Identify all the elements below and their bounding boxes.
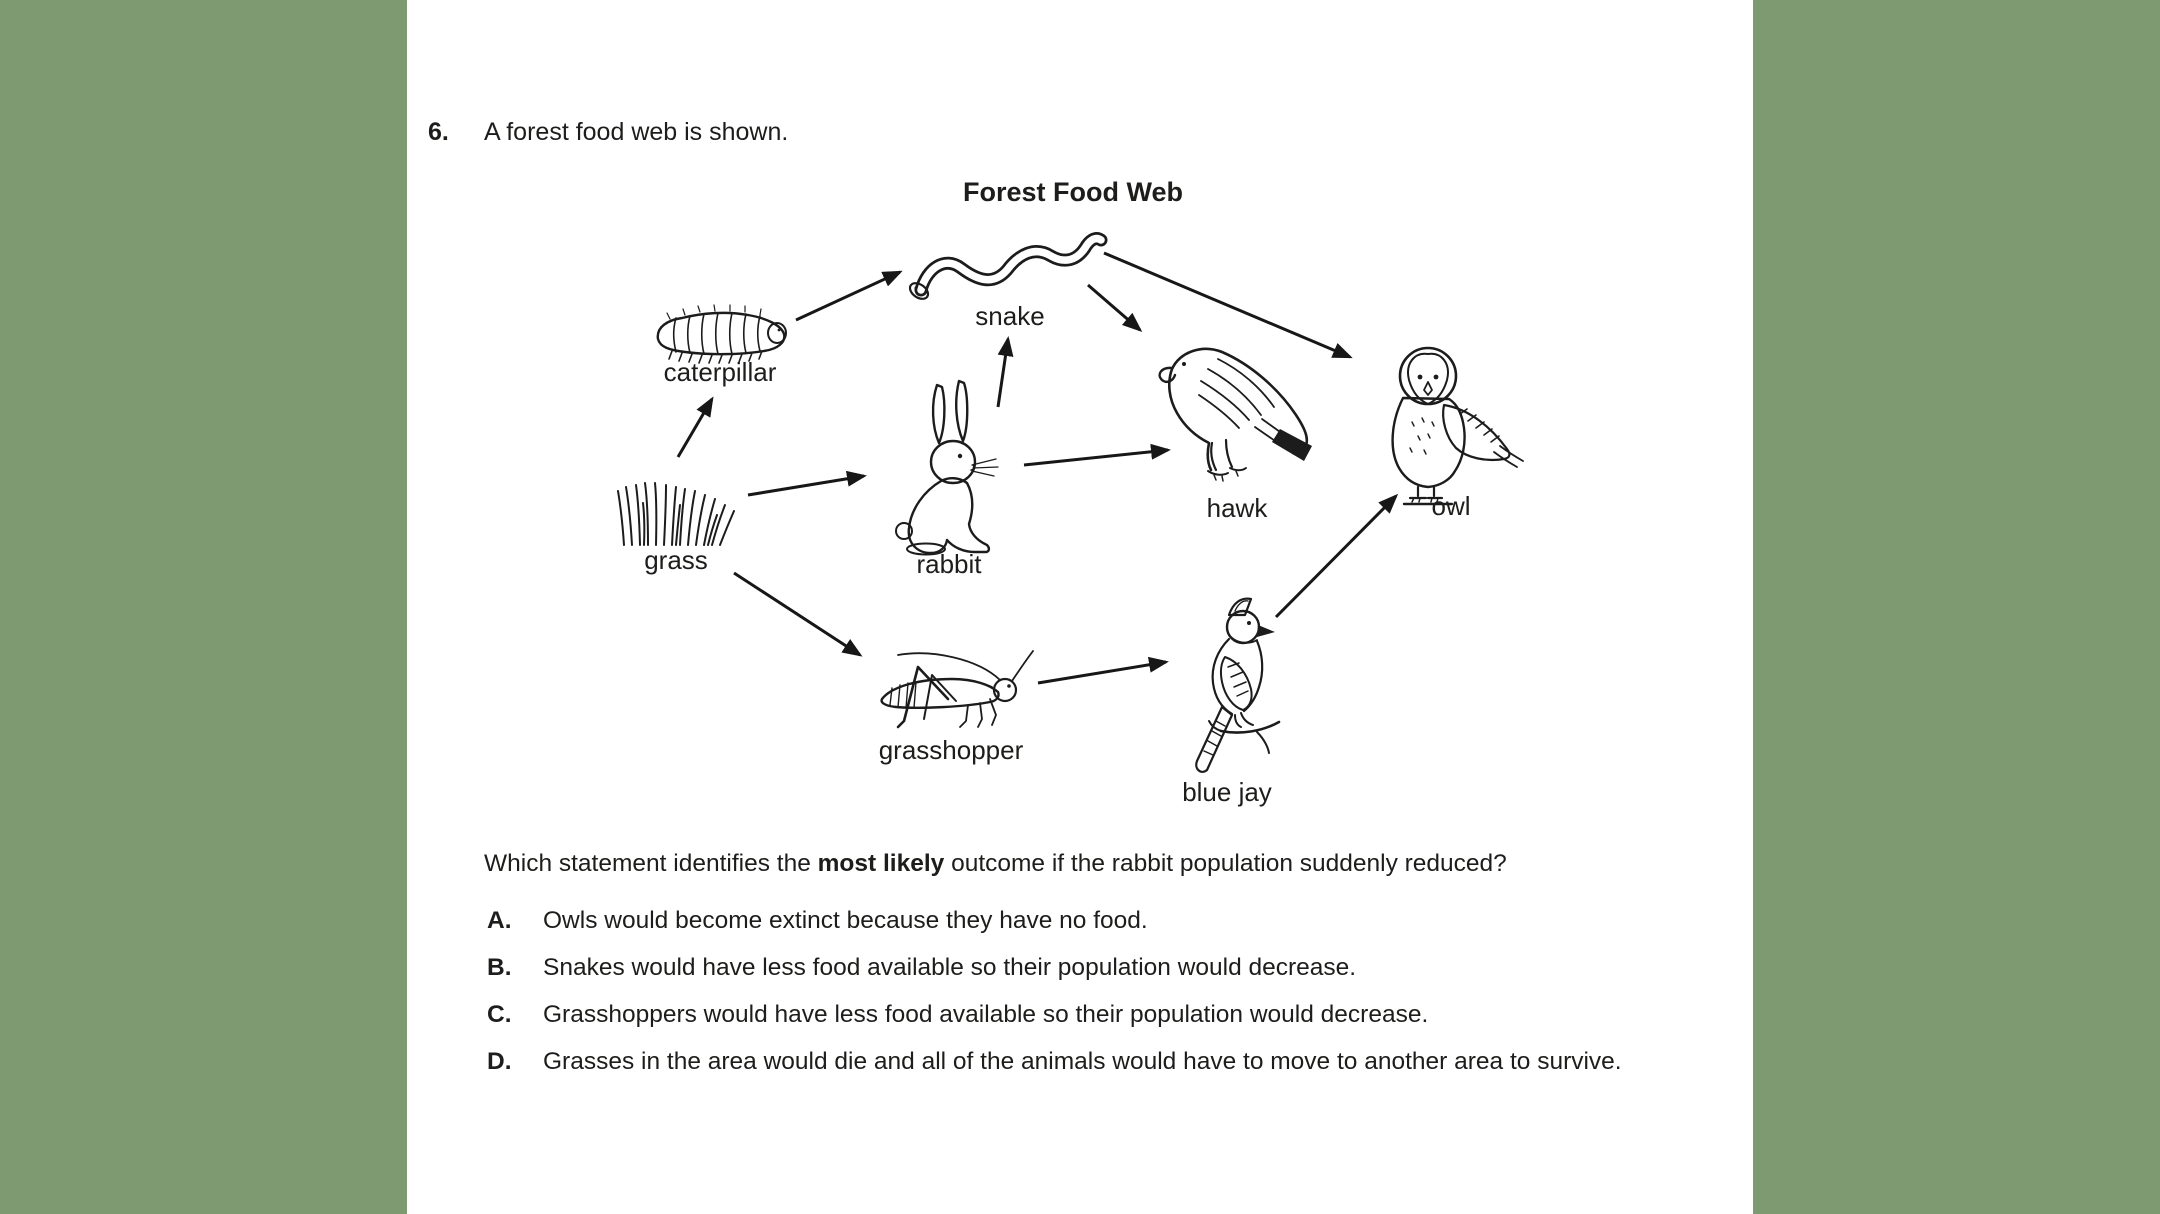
options-list (487, 905, 1622, 1077)
snake-icon (907, 239, 1101, 302)
hawk-label: hawk (1206, 493, 1268, 523)
arrow-blue-jay-to-owl (1276, 496, 1396, 617)
snake-label: snake (975, 301, 1045, 331)
diagram-title: Forest Food Web (963, 177, 1183, 207)
right-margin-band (1753, 0, 2160, 1214)
grass-icon (618, 483, 734, 545)
blue-jay-icon (1196, 599, 1279, 772)
left-margin-band (0, 0, 407, 1214)
option-row-c (487, 999, 1622, 1030)
option-letter-b: B. (487, 954, 512, 981)
question-prompt (484, 849, 1507, 879)
option-text-b: Snakes would have less food available so their population would decrease. (543, 954, 1357, 981)
arrow-grass-to-caterpillar (678, 399, 712, 457)
owl-icon (1393, 348, 1523, 504)
arrow-grass-to-grasshopper (734, 573, 860, 655)
prompt-suffix: outcome if the rabbit population suddenly reduced? (944, 850, 1507, 877)
prompt-bold-text: most likely (817, 850, 945, 877)
food-web-diagram (600, 165, 1600, 825)
option-letter-d: D. (487, 1048, 512, 1075)
question-intro: A forest food web is shown. (484, 118, 789, 146)
grasshopper-icon (882, 651, 1033, 727)
question-number: 6. (428, 118, 449, 146)
option-row-a (487, 905, 1622, 936)
option-row-b (487, 952, 1622, 983)
arrow-caterpillar-to-snake (796, 272, 900, 320)
arrow-grass-to-rabbit (748, 476, 864, 495)
caterpillar-label: caterpillar (663, 357, 777, 387)
caterpillar-icon (658, 305, 786, 363)
grass-label: grass (644, 545, 708, 575)
option-text-d: Grasses in the area would die and all of the animals would have to move to another area to survive. (543, 1048, 1622, 1075)
rabbit-icon (896, 381, 998, 555)
hawk-icon (1160, 349, 1312, 481)
option-letter-a: A. (487, 907, 512, 934)
arrow-rabbit-to-snake (998, 339, 1008, 407)
rabbit-label: rabbit (916, 549, 982, 579)
grasshopper-label: grasshopper (878, 735, 1024, 765)
arrow-snake-to-hawk (1088, 285, 1140, 330)
option-row-d (487, 1046, 1622, 1077)
arrow-grasshopper-to-blue-jay (1038, 662, 1166, 683)
arrow-rabbit-to-hawk (1024, 450, 1168, 465)
option-text-a: Owls would become extinct because they have no food. (543, 907, 1148, 934)
option-letter-c: C. (487, 1001, 512, 1028)
blue-jay-label: blue jay (1182, 777, 1272, 807)
question-header (428, 116, 788, 148)
arrow-snake-to-owl (1104, 253, 1350, 357)
option-text-c: Grasshoppers would have less food available so their population would decrease. (543, 1001, 1429, 1028)
owl-label: owl (1431, 491, 1471, 521)
prompt-prefix: Which statement identifies the (484, 850, 818, 877)
